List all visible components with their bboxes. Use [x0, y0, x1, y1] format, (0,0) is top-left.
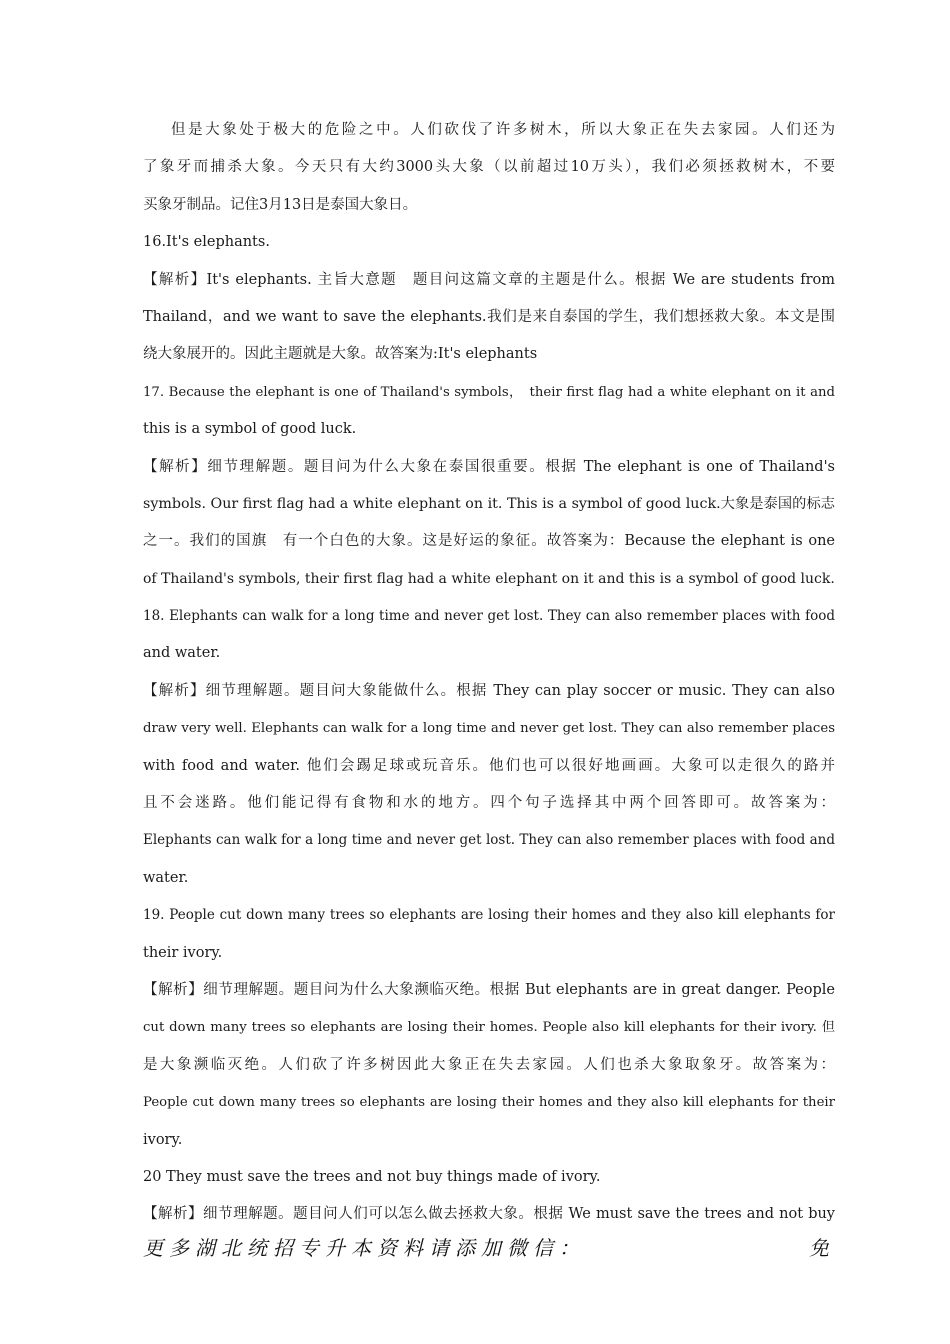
answer-18: 18. Elephants can walk for a long time and never get lost. They can also remember places with food [143, 608, 835, 625]
answer-20: 20 They must save the trees and not buy things made of ivory. [143, 1168, 601, 1185]
footer-right-text: 免 [809, 1236, 835, 1260]
text-line: 买象牙制品。记住3月13日是泰国大象日。 [143, 196, 418, 213]
document-body [143, 112, 835, 1234]
text-line: with food and water. 他们会踢足球或玩音乐。他们也可以很好地画画。大象可以走很久的路并 [143, 757, 835, 774]
text-line: draw very well. Elephants can walk for a long time and never get lost. They can also remember places [143, 721, 835, 737]
text-line: this is a symbol of good luck. [143, 421, 357, 438]
text-line: water. [143, 869, 189, 886]
footer-watermark [143, 1226, 835, 1266]
footer-text: 更多湖北统招专升本资料请添加微信： [143, 1236, 585, 1260]
text-line: cut down many trees so elephants are losing their homes. People also kill elephants for their ivory. 但 [143, 1020, 835, 1036]
text-line: Elephants can walk for a long time and never get lost. They can also remember places with food and [143, 832, 835, 849]
text-line: their ivory. [143, 944, 223, 961]
text-line: 但是大象处于极大的危险之中。人们砍伐了许多树木，所以大象正在失去家园。人们还为 [171, 122, 835, 138]
answer-19: 19. People cut down many trees so elephants are losing their homes and they also kill elephants for [143, 907, 835, 924]
text-line: and water. [143, 645, 221, 662]
text-line: 且不会迷路。他们能记得有食物和水的地方。四个句子选择其中两个回答即可。故答案为： [143, 795, 835, 812]
text-line: of Thailand's symbols, their first flag had a white elephant on it and this is a symbol of good luck. [143, 570, 835, 587]
text-line: ivory. [143, 1131, 183, 1148]
text-line: People cut down many trees so elephants are losing their homes and they also kill elephants for their [143, 1095, 835, 1111]
text-line: 了象牙而捕杀大象。今天只有大约3000头大象（以前超过10万头），我们必须拯救树木，不要 [143, 159, 835, 176]
text-line: 【解析】细节理解题。题目问大象能做什么。根据 They can play soccer or music. They can also [143, 682, 835, 699]
answer-16: 16.It's elephants. [143, 234, 270, 251]
answer-17: 17. Because the elephant is one of Thailand's symbols， their first flag had a white elephant on it and [143, 384, 835, 400]
text-line: Thailand，and we want to save the elephants.我们是来自泰国的学生，我们想拯救大象。本文是围 [143, 308, 835, 325]
text-line: 之一。我们的国旗 有一个白色的大象。这是好运的象征。故答案为：Because the elephant is one [143, 533, 835, 550]
text-line: 是大象濒临灭绝。人们砍了许多树因此大象正在失去家园。人们也杀大象取象牙。故答案为： [143, 1056, 835, 1073]
text-line: 【解析】细节理解题。题目问为什么大象在泰国很重要。根据 The elephant is one of Thailand's [143, 458, 835, 475]
text-line: 【解析】细节理解题。题目问为什么大象濒临灭绝。根据 But elephants are in great danger. People [143, 981, 835, 998]
text-line: 绕大象展开的。因此主题就是大象。故答案为:It's elephants [143, 346, 538, 363]
text-line: 【解析】It's elephants. 主旨大意题 题目问这篇文章的主题是什么。根据 We are students from [143, 271, 835, 288]
text-line: 【解析】细节理解题。题目问人们可以怎么做去拯救大象。根据 We must save the trees and not buy [143, 1206, 835, 1223]
text-line: symbols. Our first flag had a white elephant on it. This is a symbol of good luck.大象是泰国的标志 [143, 495, 835, 512]
